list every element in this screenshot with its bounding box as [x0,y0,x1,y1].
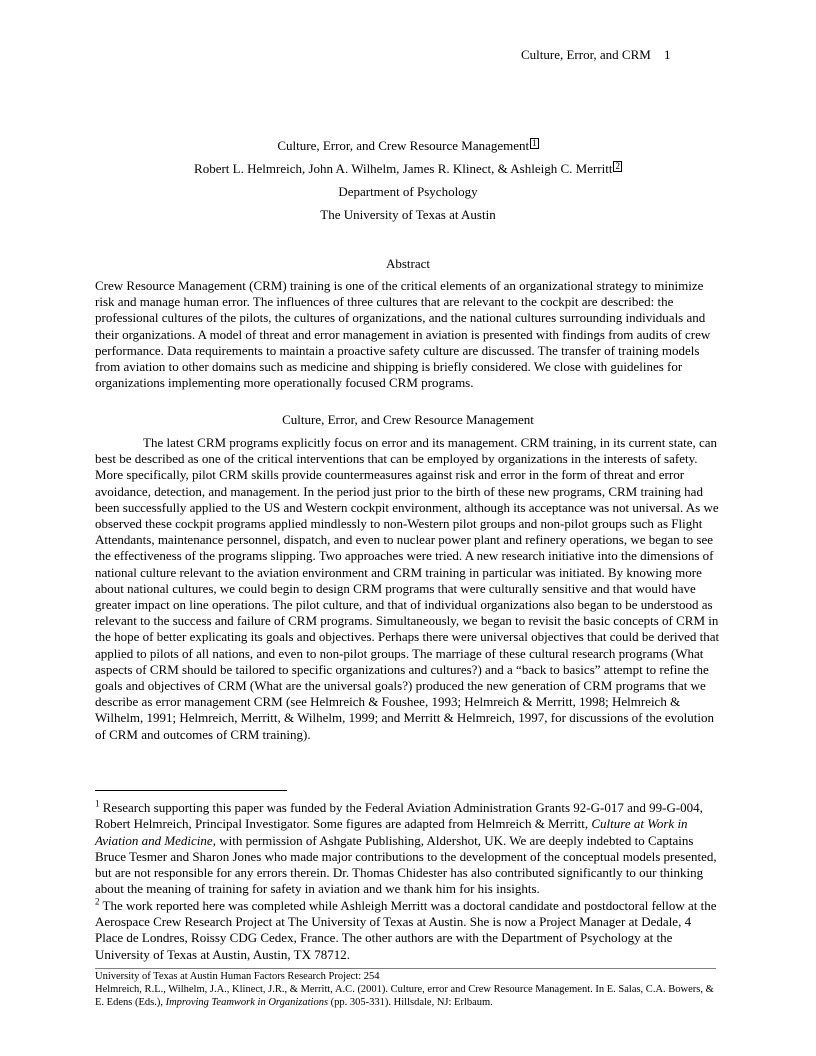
body-paragraph: The latest CRM programs explicitly focus on error and its management. CRM training, in its current state, can best be described as one of the critical interventions that can be employed by organizations in the interests of safety. More specifically, pilot CRM skills provide countermeasures against risk and error in the form of threat and error avoidance, detection, and management. In the period just prior to the birth of these new programs, CRM training had been successfully applied to the US and Western cockpit environment, although its acceptance was not universal. As we observed these cockpit programs applied mindlessly to non-Western pilot groups and non-pilot groups such as Flight Attendants, maintenance personnel, dispatch, and even to nuclear power plant and refinery operations, we began to see the effectiveness of the programs slipping. Two approaches were tried. A new research initiative into the dimensions of national culture relevant to the aviation environment and CRM training in particular was initiated. By knowing more about national cultures, we could begin to design CRM programs that were culturally sensitive and that would have greater impact on line operations. The pilot culture, and that of individual organizations also began to be understood as relevant to the success and failure of CRM programs. Simultaneously, we began to revisit the basic concepts of CRM in the hope of better explicating its goals and objectives. Perhaps there were universal objectives that could be derived that applied to pilots of all nations, and even to non-pilot groups. The marriage of these cultural research programs (What aspects of CRM should be tailored to specific organizations and cultures?) and a “back to basics” attempt to refine the goals and objectives of CRM (What are the universal goals?) produced the new generation of CRM programs that we describe as error management CRM (see Helmreich & Foushee, 1993; Helmreich & Merritt, 1998; Helmreich & Wilhelm, 1991; Helmreich, Merritt, & Wilhelm, 1999; and Merritt & Helmreich, 1997, for discussions of the evolution of CRM and outcomes of CRM training). [95,435,720,742]
citation-divider [95,968,716,969]
reference-book-title: Improving Teamwork in Organizations [165,997,329,1008]
footnote-2-marker: 2 [95,896,100,907]
paper-title [0,138,816,154]
authors-footnote-marker[interactable]: 2 [615,161,620,171]
footnote-1-book-title: Culture at Work in Aviation and Medicine, [95,816,688,848]
abstract-text: Crew Resource Management (CRM) training is one of the critical elements of an organizational strategy to minimize risk and manage human error. The influences of three cultures that are relevant to the cockpit are described: the professional cultures of the pilots, the cultures of organizations, and the national cultures surrounding individuals and their organizations. A model of threat and error management in aviation is presented with findings from audits of crew performance. Data requirements to maintain a proactive safety culture are discussed. The transfer of training models from aviation to other domains such as medicine and shipping is briefly considered. We close with guidelines for organizations implementing more operationally focused CRM programs. [95,278,711,391]
footnotes [95,800,721,963]
paper-title-text: Culture, Error, and Crew Resource Management [277,138,530,153]
title-footnote-marker[interactable]: 1 [532,138,537,148]
department: Department of Psychology [338,184,478,199]
section-heading: Culture, Error, and Crew Resource Management [282,412,534,427]
footnote-1-text-end: with permission of Ashgate Publishing, Aldershot, UK. We are deeply indebted to Captains Bruce Tesmer and Sharon Jones who made major contributions to the development of the conceptual models presented, but are not responsible for any errors therein. Dr. Thomas Chidester has also contributed significantly to our thinking about the meaning of training for safety in aviation and we thank him for his insights. [95,832,717,897]
footnote-divider [95,790,287,791]
footnote-1-marker: 1 [95,798,100,809]
citation-block [95,970,721,1009]
reference-line [95,983,721,1009]
abstract-heading: Abstract [385,256,431,271]
reference-text-end: (pp. 305-331). Hillsdale, NJ: Erlbaum. [328,997,493,1008]
footnote-2-text: The work reported here was completed while Ashleigh Merritt was a doctoral candidate and postdoctoral fellow at the Aerospace Crew Research Project at The University of Texas at Austin. She is now a Project Manager at Dedale, 4 Place de Londres, Roissy CDG Cedex, France. The other authors are with the Department of Psychology at the University of Texas at Austin, Austin, TX 78712. [95,897,717,962]
author-list [0,161,816,177]
page-number: 1 [664,47,671,62]
footnote-1 [95,800,721,898]
project-line: University of Texas at Austin Human Factors Research Project: 254 [95,971,380,982]
footnote-1-text: Research supporting this paper was funded by the Federal Aviation Administration Grants 92-G-017 and 99-G-004, Robert Helmreich, Principal Investigator. Some figures are adapted from Helmreich & Merritt, [95,800,703,832]
reference-text: Helmreich, R.L., Wilhelm, J.A., Klinect, J.R., & Merritt, A.C. (2001). Culture, error and Crew Resource Management. In E. Salas, C.A. Bowers, & E. Edens (Eds.), [95,984,714,1008]
author-list-text: Robert L. Helmreich, John A. Wilhelm, James R. Klinect, & Ashleigh C. Merritt [194,161,613,176]
university: The University of Texas at Austin [320,207,496,222]
running-head-title: Culture, Error, and CRM [521,47,651,62]
footnote-2 [95,898,721,963]
